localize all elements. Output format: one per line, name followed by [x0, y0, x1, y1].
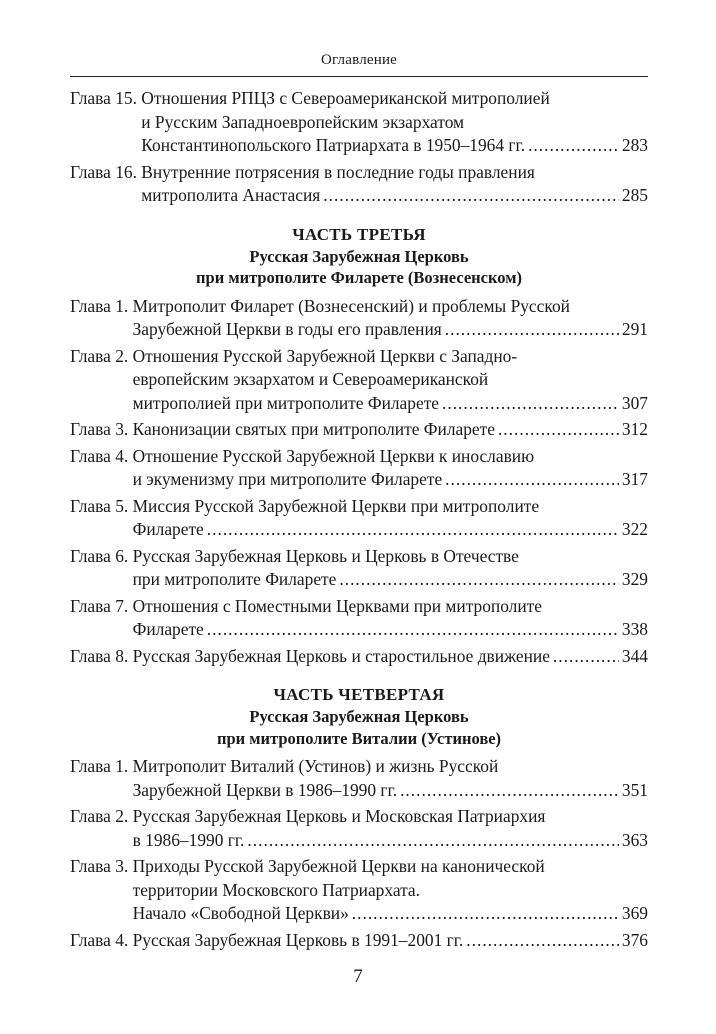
chapter-title-line: Канонизации святых при митрополите Филарете: [132, 419, 495, 439]
chapter-title: [133, 345, 648, 416]
toc-entry: [70, 495, 648, 542]
chapter-title-last-line: [133, 902, 648, 926]
page-ref: 312: [621, 419, 648, 439]
toc-entry: [70, 545, 648, 592]
page-ref: 283: [621, 135, 648, 155]
dot-leader: [352, 902, 619, 926]
part-heading: [70, 684, 648, 749]
chapter-title-line: митрополией при митрополите Филарете: [132, 392, 440, 413]
toc-entry: [70, 645, 648, 669]
chapter-title: [133, 805, 648, 852]
chapter-number: Глава 3.: [70, 419, 133, 439]
toc-entry: [70, 345, 648, 416]
chapter-title-line: Русская Зарубежная Церковь и старостильное движение: [132, 645, 550, 666]
chapter-title-line: Зарубежной Церкви в годы его правления: [132, 319, 442, 339]
dot-leader: [323, 184, 619, 208]
chapter-title: [141, 161, 648, 208]
dot-leader: [442, 392, 619, 416]
dot-leader: [445, 318, 619, 342]
chapter-title-line: митрополита Анастасия: [141, 185, 321, 205]
chapter-title-line: Зарубежной Церкви в 1986–1990 гг.: [132, 779, 398, 800]
chapter-number: Глава 2.: [70, 345, 133, 366]
chapter-title-line: Внутренние потрясения в последние годы правления: [141, 161, 535, 182]
chapter-title-line: Митрополит Филарет (Вознесенский) и проблемы Русской: [132, 295, 570, 316]
chapter-title: [133, 295, 648, 342]
part-subtitle: Русская Зарубежная Церковь: [249, 707, 469, 726]
chapter-number: Глава 1.: [70, 295, 133, 316]
toc-entry: [70, 445, 648, 492]
chapter-title-line: Отношения Русской Зарубежной Церкви с Западно-: [132, 345, 518, 366]
chapter-title: [133, 855, 648, 926]
page-ref: 338: [621, 619, 648, 639]
page-ref: 369: [621, 903, 648, 923]
part-subtitle: при митрополите Филарете (Вознесенском): [196, 268, 522, 287]
page-ref: 329: [621, 569, 648, 589]
chapter-title-last-line: [133, 392, 648, 416]
chapter-title-last-line: [133, 318, 648, 342]
toc-entry: [70, 87, 648, 158]
page-ref: 376: [621, 929, 648, 950]
chapter-title-line: Русская Зарубежная Церковь в 1991–2001 гг.: [132, 929, 464, 950]
chapter-title-line: Митрополит Виталий (Устинов) и жизнь Русской: [132, 756, 499, 776]
chapter-number: Глава 2.: [70, 806, 133, 826]
chapter-title-line: европейским экзархатом и Североамериканской: [132, 369, 489, 389]
chapter-title-line: Отношения РПЦЗ с Североамериканской митрополией: [141, 88, 550, 108]
chapter-title-last-line: [141, 184, 648, 208]
chapter-number: Глава 15.: [70, 88, 142, 108]
toc-entry: [70, 855, 648, 926]
chapter-number: Глава 4.: [70, 929, 133, 950]
chapter-title-last-line: [133, 468, 648, 492]
chapter-title-line: Приходы Русской Зарубежной Церкви на канонической: [132, 856, 545, 876]
page-ref: 344: [621, 645, 648, 666]
chapter-title-line: Отношение Русской Зарубежной Церкви к инославию: [132, 445, 535, 466]
chapter-title-line: Миссия Русской Зарубежной Церкви при митрополите: [132, 495, 540, 516]
chapter-title-last-line: [133, 779, 648, 803]
chapter-number: Глава 3.: [70, 856, 133, 876]
dot-leader: [247, 829, 618, 853]
toc-entry: [70, 929, 648, 953]
chapter-number: Глава 16.: [70, 161, 142, 182]
chapter-title-line: при митрополите Филарете: [132, 569, 337, 589]
chapter-title: [133, 595, 648, 642]
chapter-number: Глава 4.: [70, 445, 133, 466]
chapter-title-line: Русская Зарубежная Церковь и Московская Патриархия: [132, 806, 546, 826]
chapter-title: [133, 418, 648, 442]
chapter-title-last-line: [133, 929, 648, 953]
table-of-contents: [70, 87, 648, 955]
chapter-title: [133, 445, 648, 492]
dot-leader: [400, 779, 619, 803]
page-ref: 285: [621, 185, 648, 205]
chapter-title-last-line: [133, 618, 648, 642]
dot-leader: [207, 618, 619, 642]
dot-leader: [498, 418, 619, 442]
part-title: ЧАСТЬ ЧЕТВЕРТАЯ: [273, 685, 445, 704]
chapter-title: [133, 495, 648, 542]
part-subtitle: Русская Зарубежная Церковь: [249, 246, 469, 266]
chapter-title-last-line: [133, 829, 648, 853]
chapter-title: [133, 929, 648, 953]
chapter-number: Глава 1.: [70, 756, 133, 776]
chapter-title-line: Филарете: [132, 619, 204, 639]
page-ref: 307: [621, 392, 648, 413]
chapter-title-line: и экуменизму при митрополите Филарете: [132, 469, 443, 489]
chapter-title-last-line: [133, 645, 648, 669]
toc-entry: [70, 295, 648, 342]
chapter-number: Глава 7.: [70, 595, 133, 616]
chapter-title-last-line: [133, 418, 648, 442]
page-number: 7: [353, 966, 363, 987]
toc-entry: [70, 805, 648, 852]
chapter-title-last-line: [133, 568, 648, 592]
part-title: ЧАСТЬ ТРЕТЬЯ: [292, 224, 426, 244]
dot-leader: [466, 929, 619, 953]
chapter-title-line: Константинопольского Патриархата в 1950–1964 гг.: [141, 135, 526, 155]
chapter-title-last-line: [141, 134, 648, 158]
page-ref: 291: [621, 319, 648, 339]
dot-leader: [207, 518, 619, 542]
running-head: Оглавление: [320, 52, 398, 68]
page-ref: 322: [621, 519, 648, 539]
chapter-title-line: Филарете: [132, 519, 204, 539]
chapter-number: Глава 6.: [70, 545, 133, 566]
chapter-title-line: Начало «Свободной Церкви»: [132, 903, 349, 923]
page-ref: 351: [621, 779, 648, 800]
chapter-title-line: Отношения с Поместными Церквами при митрополите: [132, 595, 542, 616]
chapter-number: Глава 5.: [70, 495, 133, 516]
chapter-title: [141, 87, 648, 158]
chapter-title: [133, 755, 648, 802]
toc-entry: [70, 161, 648, 208]
toc-entry: [70, 418, 648, 442]
dot-leader: [445, 468, 619, 492]
dot-leader: [339, 568, 619, 592]
chapter-title-line: в 1986–1990 гг.: [132, 829, 245, 850]
dot-leader: [528, 134, 619, 158]
chapter-number: Глава 8.: [70, 645, 133, 666]
dot-leader: [553, 645, 619, 669]
header-rule: [70, 76, 648, 77]
page-ref: 317: [621, 469, 648, 489]
chapter-title-line: и Русским Западноевропейским экзархатом: [141, 111, 465, 132]
toc-entry: [70, 595, 648, 642]
part-subtitle: при митрополите Виталии (Устинове): [216, 728, 502, 748]
chapter-title: [133, 645, 648, 669]
chapter-title: [133, 545, 648, 592]
chapter-title-line: территории Московского Патриархата.: [132, 879, 420, 900]
chapter-title-line: Русская Зарубежная Церковь и Церковь в Отечестве: [132, 545, 519, 566]
chapter-title-last-line: [133, 518, 648, 542]
toc-entry: [70, 755, 648, 802]
page-ref: 363: [621, 829, 648, 850]
part-heading: [70, 224, 648, 289]
